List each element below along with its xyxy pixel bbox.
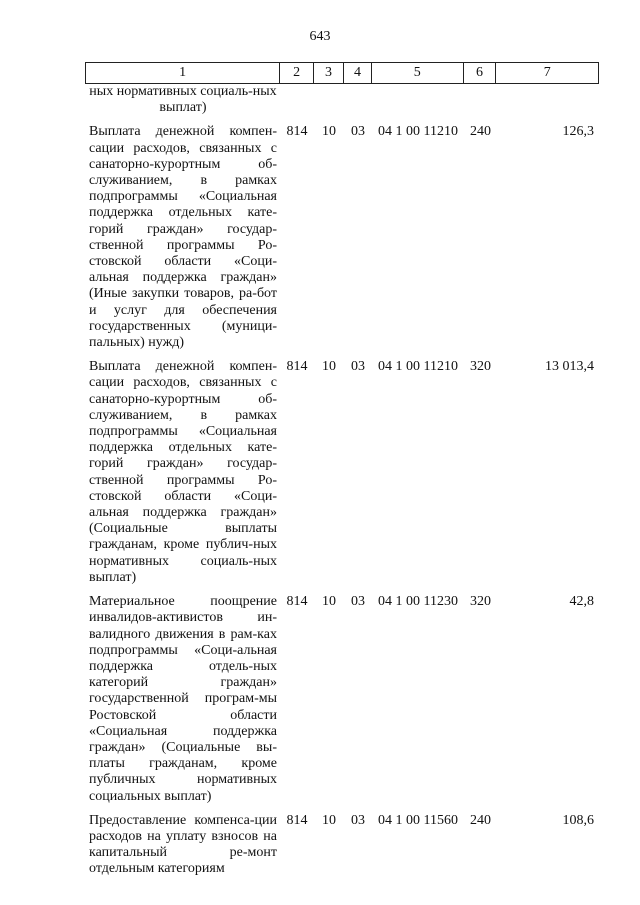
column-header-4: 4 — [344, 63, 372, 83]
column-header-5: 5 — [372, 63, 464, 83]
table-row — [85, 359, 599, 586]
table-row — [85, 124, 599, 351]
row-description: Предоставление компенса-ции расходов на уплату взносов на капитальный ре-монт отдельным категориям — [89, 812, 277, 877]
row-col-3: 10 — [322, 594, 336, 610]
table-row — [85, 813, 599, 878]
table-row — [85, 84, 599, 116]
row-col-3: 10 — [322, 359, 336, 375]
row-col-7: 13 013,4 — [545, 359, 594, 375]
row-col-4: 03 — [351, 359, 365, 375]
row-col-3: 10 — [322, 124, 336, 140]
column-header-7: 7 — [543, 65, 551, 80]
row-col-5: 04 1 00 11560 — [378, 812, 458, 828]
row-col-5: 04 1 00 11230 — [378, 594, 458, 610]
row-col-4: 03 — [351, 812, 365, 828]
column-header-2: 2 — [280, 63, 314, 83]
row-col-2: 814 — [286, 812, 308, 828]
row-col-6: 320 — [470, 594, 491, 610]
row-col-7: 108,6 — [562, 812, 594, 828]
row-col-2: 814 — [286, 594, 308, 610]
row-col-5: 04 1 00 11210 — [378, 124, 458, 140]
page-number: 643 — [309, 29, 331, 44]
row-description: Материальное поощрение инвалидов-активистов ин-валидного движения в рам-ках подпрограммы «Соци-альная поддержка отдель-ных категорий граждан» государственной програм-мы Ростовской области «Социальная поддержка граждан» (Социальные вы-платы гражданам, кроме публичных нормативных социальных выплат) — [89, 594, 277, 804]
row-col-6: 320 — [470, 359, 491, 375]
row-col-7: 42,8 — [569, 594, 594, 610]
row-col-4: 03 — [351, 124, 365, 140]
row-col-6: 240 — [470, 812, 491, 828]
column-header-6: 6 — [464, 63, 497, 83]
column-header-1: 1 — [86, 63, 280, 83]
table-row — [85, 594, 599, 805]
row-col-2: 814 — [286, 124, 308, 140]
table-body — [85, 84, 599, 878]
row-description: Выплата денежной компен-сации расходов, связанных с санаторно-курортным об-служиванием, в рамках подпрограммы «Социальная поддержка отдельных кате-горий граждан» государ-ственной программы Ро-стовской области «Соци-альная поддержка граждан» (Социальные выплаты гражданам, кроме публич-ных нормативных социаль-ных выплат) — [89, 359, 277, 585]
row-col-5: 04 1 00 11210 — [378, 359, 458, 375]
row-description: Выплата денежной компен-сации расходов, связанных с санаторно-курортным об-служиванием, в рамках подпрограммы «Социальная поддержка отдельных кате-горий граждан» государ-ственной программы Ро-стовской области «Соци-альная поддержка граждан» (Иные закупки товаров, ра-бот и услуг для обеспечения государственных (муници-пальных) нужд) — [89, 124, 277, 351]
row-description: ных нормативных социаль-ных выплат) — [89, 84, 277, 116]
column-header-3: 3 — [314, 63, 344, 83]
row-col-2: 814 — [286, 359, 308, 375]
row-col-7: 126,3 — [562, 124, 594, 140]
row-col-4: 03 — [351, 594, 365, 610]
row-col-6: 240 — [470, 124, 491, 140]
table-header — [85, 62, 599, 84]
row-col-3: 10 — [322, 812, 336, 828]
